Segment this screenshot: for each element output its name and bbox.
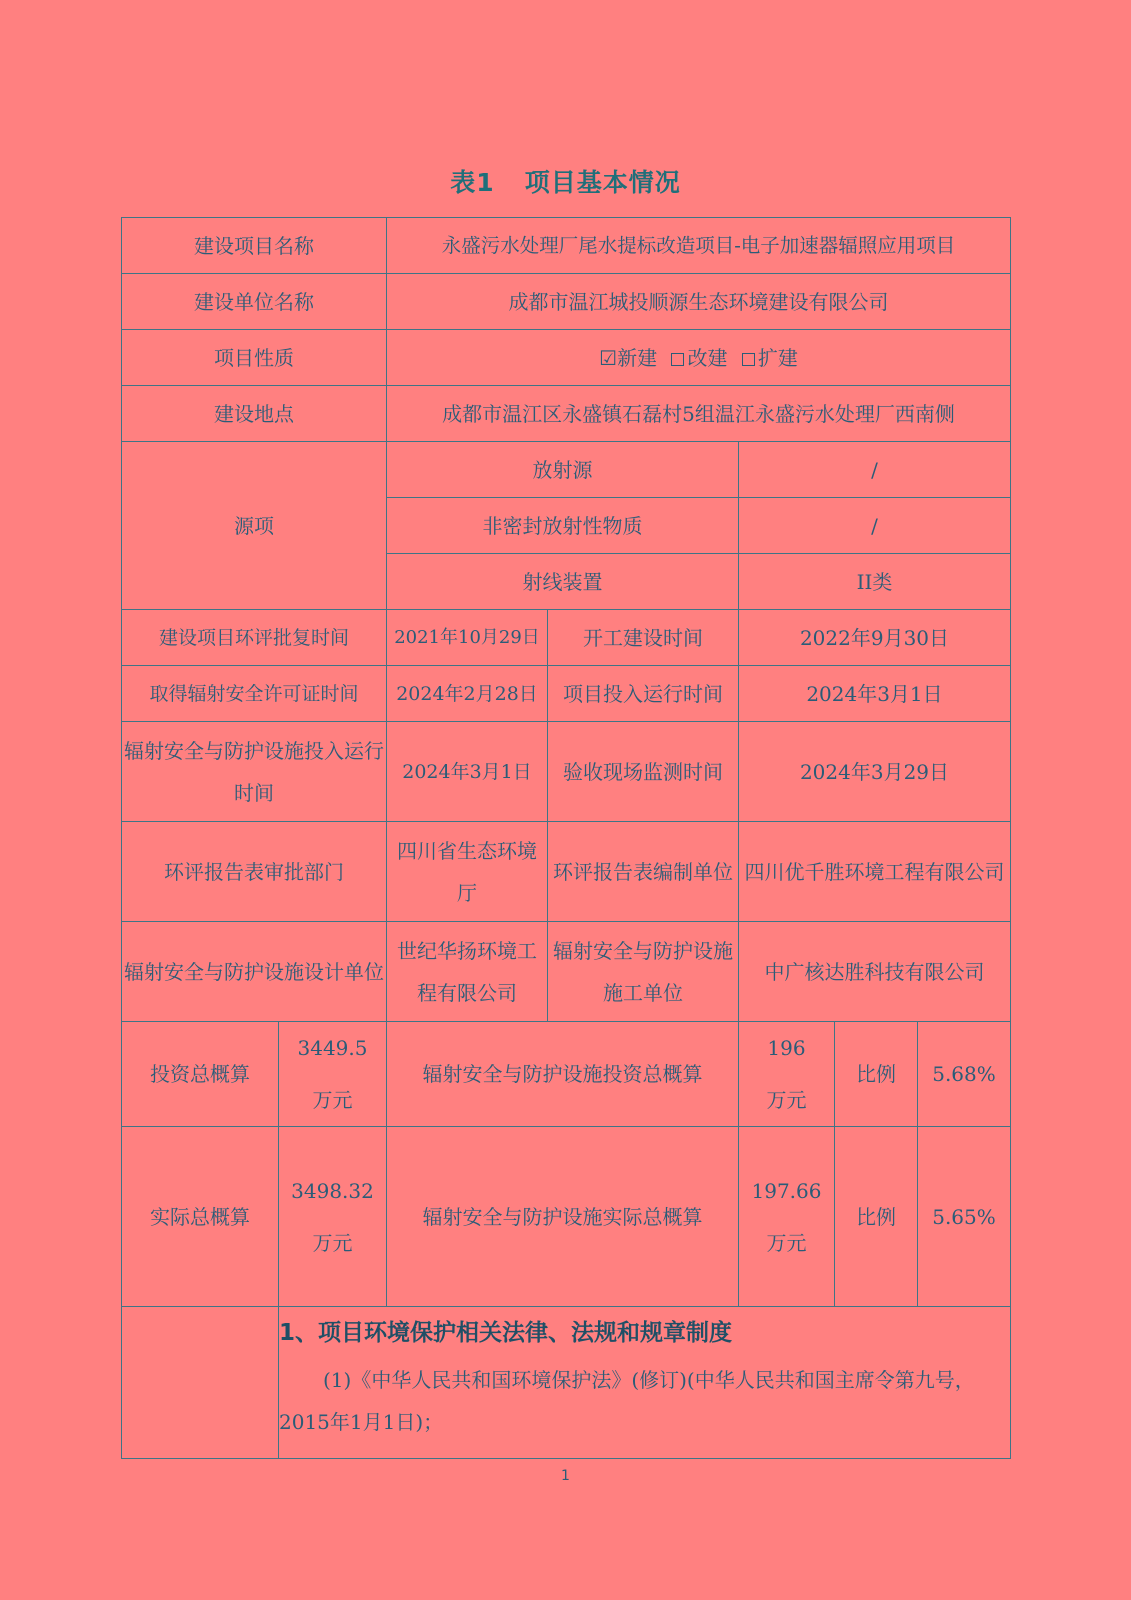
- table-row: [122, 330, 1011, 386]
- law-item: (1)《中华人民共和国环境保护法》(修订)(中华人民共和国主席令第九号，2015年1月1日)；: [279, 1368, 975, 1434]
- investment-ratio-value: 5.68%: [918, 1022, 1011, 1127]
- actual-label: 实际总概算: [122, 1127, 279, 1307]
- location-label: 建设地点: [122, 386, 387, 442]
- checkbox-empty-icon: [671, 353, 684, 366]
- project-name-label: 建设项目名称: [122, 218, 387, 274]
- operation-start-label: 项目投入运行时间: [548, 666, 739, 722]
- design-unit-label: 辐射安全与防护设施设计单位: [122, 922, 387, 1022]
- construction-start-value: 2022年9月30日: [739, 610, 1011, 666]
- project-info-table: [121, 217, 1011, 1459]
- actual-value: 3498.32 万元: [279, 1127, 387, 1307]
- table-title: 项目基本情况: [524, 168, 681, 197]
- investment-value: 3449.5 万元: [279, 1022, 387, 1127]
- source-item-value: /: [739, 498, 1011, 554]
- eia-dept-label: 环评报告表审批部门: [122, 822, 387, 922]
- table-row: [122, 922, 1011, 1022]
- source-item-name: 放射源: [387, 442, 739, 498]
- facility-investment-value: 196 万元: [739, 1022, 835, 1127]
- table-row: [122, 666, 1011, 722]
- laws-cell: [279, 1307, 1011, 1459]
- table-row: [122, 610, 1011, 666]
- source-item-value: II类: [739, 554, 1011, 610]
- nature-option-rebuild: 改建: [687, 345, 728, 370]
- eia-approval-value: 2021年10月29日: [387, 610, 548, 666]
- facility-investment-label: 辐射安全与防护设施投资总概算: [387, 1022, 739, 1127]
- table-row: [122, 1022, 1011, 1127]
- location-value: 成都市温江区永盛镇石磊村5组温江永盛污水处理厂西南侧: [387, 386, 1011, 442]
- nature-options: [387, 330, 1011, 386]
- checkbox-empty-icon: [742, 353, 755, 366]
- investment-ratio-label: 比例: [835, 1022, 918, 1127]
- table-row: [122, 722, 1011, 822]
- source-item-name: 射线装置: [387, 554, 739, 610]
- table-number: 表1: [450, 168, 495, 197]
- eia-author-value: 四川优千胜环境工程有限公司: [739, 822, 1011, 922]
- license-value: 2024年2月28日: [387, 666, 548, 722]
- checkbox-checked-icon: ☑: [599, 345, 618, 370]
- source-item-name: 非密封放射性物质: [387, 498, 739, 554]
- monitoring-label: 验收现场监测时间: [548, 722, 739, 822]
- nature-option-expand: 扩建: [757, 345, 798, 370]
- facility-actual-label: 辐射安全与防护设施实际总概算: [387, 1127, 739, 1307]
- table-row: [122, 822, 1011, 922]
- table-row: [122, 274, 1011, 330]
- construction-unit-label: 辐射安全与防护设施施工单位: [548, 922, 739, 1022]
- design-unit-value: 世纪华扬环境工程有限公司: [387, 922, 548, 1022]
- table-row: [122, 218, 1011, 274]
- source-item-value: /: [739, 442, 1011, 498]
- facility-actual-value: 197.66 万元: [739, 1127, 835, 1307]
- construction-unit-value: 中广核达胜科技有限公司: [739, 922, 1011, 1022]
- laws-side-cell: [122, 1307, 279, 1459]
- laws-heading: 1、项目环境保护相关法律、法规和规章制度: [279, 1320, 733, 1346]
- eia-dept-value: 四川省生态环境厅: [387, 822, 548, 922]
- facility-run-label: 辐射安全与防护设施投入运行时间: [122, 722, 387, 822]
- table-row: [122, 386, 1011, 442]
- table-row: [122, 1307, 1011, 1459]
- eia-author-label: 环评报告表编制单位: [548, 822, 739, 922]
- construction-start-label: 开工建设时间: [548, 610, 739, 666]
- operation-start-value: 2024年3月1日: [739, 666, 1011, 722]
- monitoring-value: 2024年3月29日: [739, 722, 1011, 822]
- eia-approval-label: 建设项目环评批复时间: [122, 610, 387, 666]
- unit-name-label: 建设单位名称: [122, 274, 387, 330]
- table-row: [122, 1127, 1011, 1307]
- actual-ratio-value: 5.65%: [918, 1127, 1011, 1307]
- actual-ratio-label: 比例: [835, 1127, 918, 1307]
- source-label: 源项: [122, 442, 387, 610]
- facility-run-value: 2024年3月1日: [387, 722, 548, 822]
- page-title: [0, 163, 1131, 199]
- table-row: [122, 442, 1011, 498]
- nature-option-new: 新建: [617, 345, 658, 370]
- investment-label: 投资总概算: [122, 1022, 279, 1127]
- project-name-value: 永盛污水处理厂尾水提标改造项目-电子加速器辐照应用项目: [387, 218, 1011, 274]
- unit-name-value: 成都市温江城投顺源生态环境建设有限公司: [387, 274, 1011, 330]
- license-label: 取得辐射安全许可证时间: [122, 666, 387, 722]
- nature-label: 项目性质: [122, 330, 387, 386]
- page-number: 1: [561, 1468, 570, 1484]
